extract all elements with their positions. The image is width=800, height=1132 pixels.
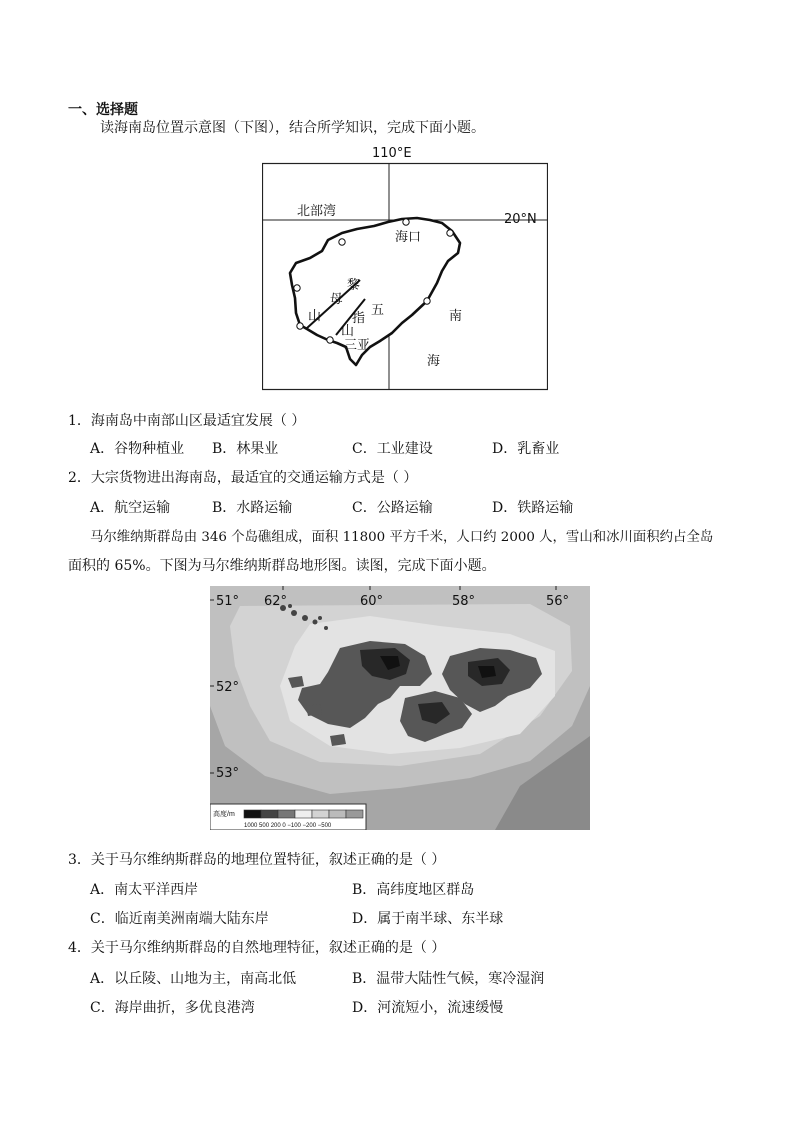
longitude-label: 110°E	[372, 146, 412, 161]
q3-option-d[interactable]: D．属于南半球、东半球	[352, 911, 504, 927]
city-marker	[327, 337, 333, 343]
latitude-tick-label: 52°	[216, 680, 240, 695]
city-marker	[447, 230, 453, 236]
latitude-tick-label: 51°	[216, 594, 240, 609]
q2-option-c[interactable]: C．公路运输	[352, 500, 433, 516]
longitude-tick-label: 60°	[360, 594, 384, 609]
longitude-tick-label: 62°	[264, 594, 288, 609]
q1-option-a[interactable]: A．谷物种植业	[90, 441, 185, 457]
q1-option-d[interactable]: D．乳畜业	[492, 441, 560, 457]
q3-option-b[interactable]: B．高纬度地区群岛	[352, 882, 475, 898]
q2-option-d[interactable]: D．铁路运输	[492, 500, 574, 516]
hainan-location-map	[262, 143, 548, 393]
q2-option-b[interactable]: B．水路运输	[212, 500, 293, 516]
intro-hainan: 读海南岛位置示意图（下图），结合所学知识，完成下面小题。	[100, 120, 485, 136]
q2-option-a[interactable]: A．航空运输	[90, 500, 171, 516]
latitude-label: 20°N	[504, 212, 537, 227]
city-marker	[403, 219, 409, 225]
beibu-gulf-label: 北部湾	[297, 204, 337, 219]
q4-option-a[interactable]: A．以丘陵、山地为主，南高北低	[90, 971, 297, 987]
q4-option-c[interactable]: C．海岸曲折，多优良港湾	[90, 1000, 255, 1016]
mountain-char: 五	[371, 303, 385, 318]
city-marker	[297, 323, 303, 329]
sea-char: 海	[427, 354, 441, 369]
sea-char: 南	[449, 309, 463, 324]
longitude-tick-label: 56°	[546, 594, 570, 609]
q3-option-c[interactable]: C．临近南美洲南端大陆东岸	[90, 911, 269, 927]
longitude-tick-label: 58°	[452, 594, 476, 609]
elevation-legend	[210, 804, 366, 830]
intro-falklands-line1: 马尔维纳斯群岛由 346 个岛礁组成，面积 11800 平方千米，人口约 2000 人，雪山和冰川面积约占全岛	[90, 530, 714, 545]
question-2-stem: 2．大宗货物进出海南岛，最适宜的交通运输方式是（ ）	[68, 470, 418, 486]
intro-falklands-line2: 面积的 65%。下图为马尔维纳斯群岛地形图。读图，完成下面小题。	[68, 558, 496, 574]
question-3-stem: 3．关于马尔维纳斯群岛的地理位置特征，叙述正确的是（ ）	[68, 852, 446, 868]
city-marker	[339, 239, 345, 245]
latitude-tick-label: 53°	[216, 766, 240, 781]
falklands-topographic-map	[210, 586, 590, 830]
mountain-char: 山	[341, 324, 355, 339]
city-marker	[424, 298, 430, 304]
section-title: 一、选择题	[68, 102, 138, 118]
q1-option-b[interactable]: B．林果业	[212, 441, 279, 457]
q4-option-d[interactable]: D．河流短小，流速缓慢	[352, 1000, 504, 1016]
q4-option-b[interactable]: B．温带大陆性气候，寒冷湿润	[352, 971, 545, 987]
sanya-label: 三亚	[344, 338, 371, 353]
mountain-char: 指	[352, 311, 366, 326]
haikou-label: 海口	[395, 230, 422, 245]
q1-option-c[interactable]: C．工业建设	[352, 441, 433, 457]
mountain-char: 山	[308, 309, 322, 324]
legend-values: 1000 500 200 0 −100 −200 −500	[244, 823, 332, 829]
mountain-char: 母	[330, 292, 344, 307]
city-marker	[294, 285, 300, 291]
question-1-stem: 1．海南岛中南部山区最适宜发展（ ）	[68, 413, 306, 429]
legend-title: 高度/m	[213, 811, 235, 818]
mountain-char: 黎	[347, 278, 361, 293]
question-4-stem: 4．关于马尔维纳斯群岛的自然地理特征，叙述正确的是（ ）	[68, 940, 446, 956]
q3-option-a[interactable]: A．南太平洋西岸	[90, 882, 199, 898]
